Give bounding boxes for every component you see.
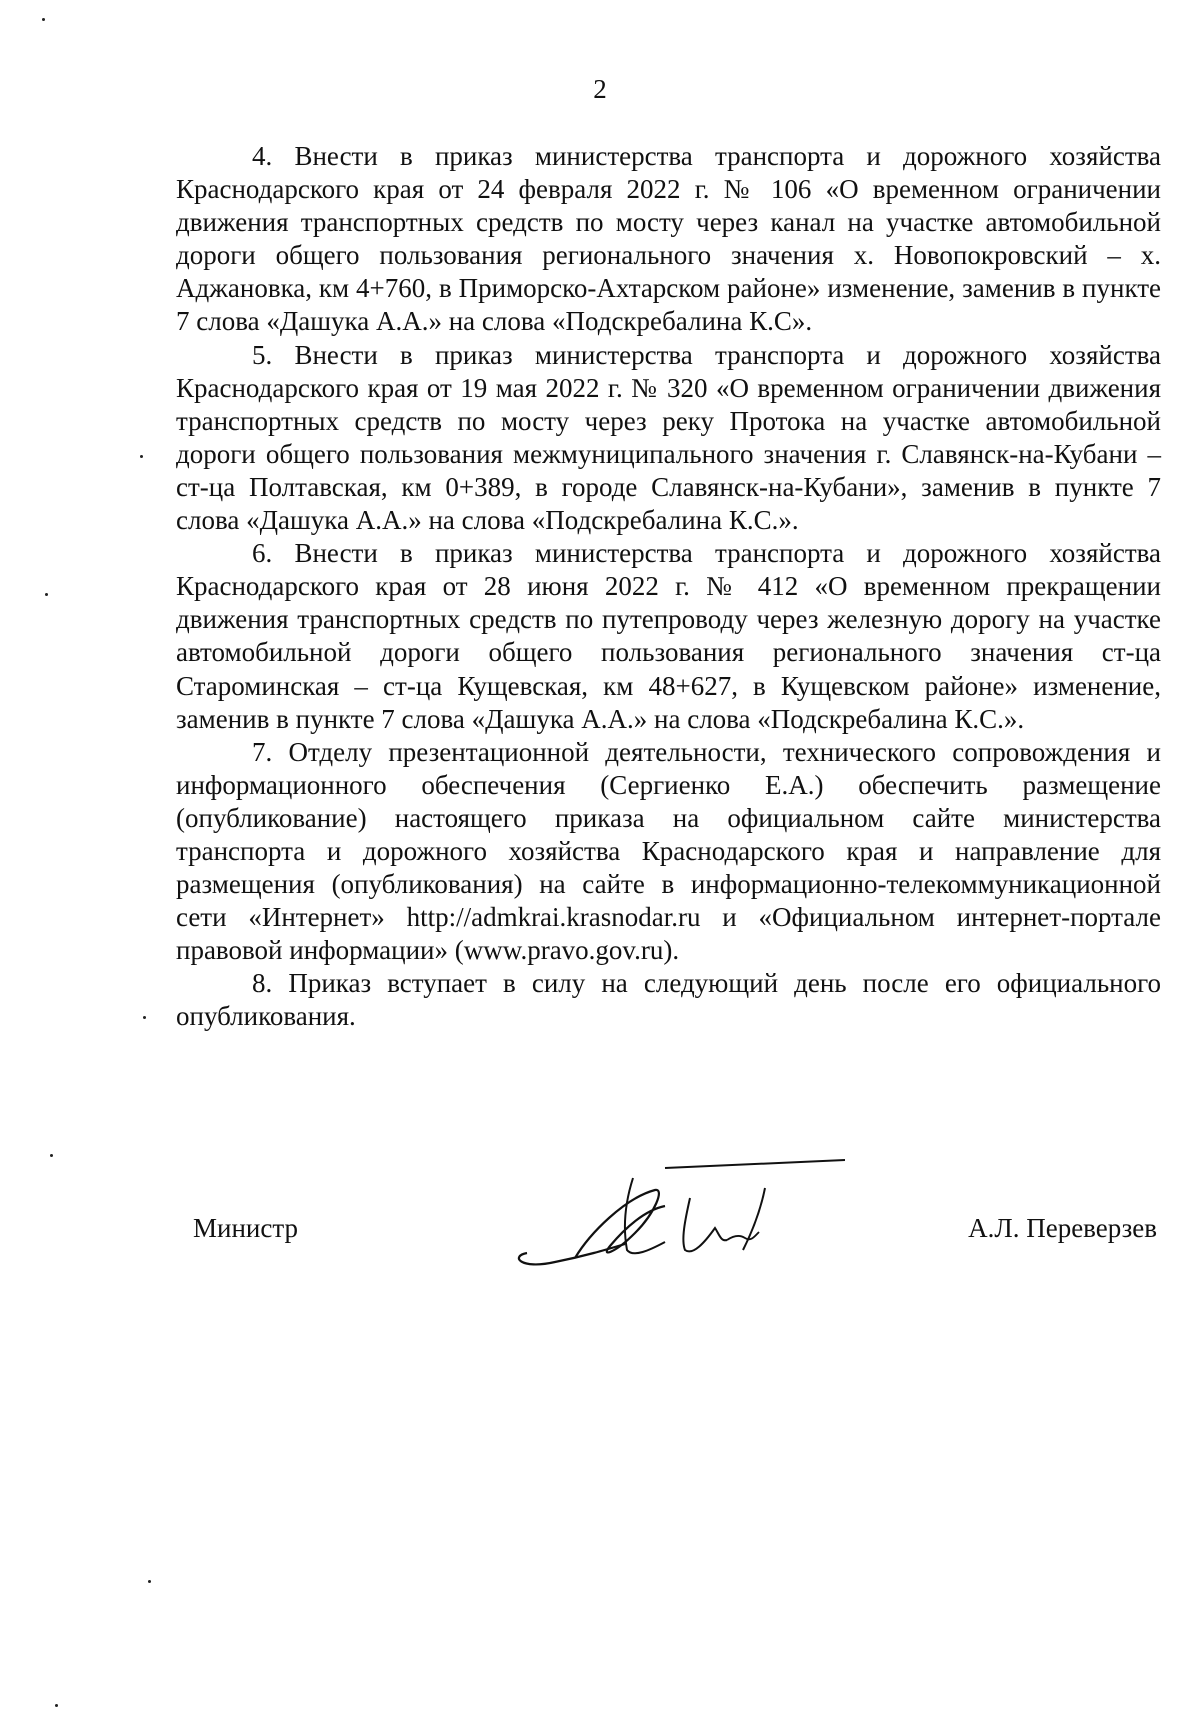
page-number: 2 xyxy=(593,74,607,104)
scan-speck xyxy=(55,1704,58,1707)
paragraph-7: 7. Отделу презентационной деятельности, технического сопровождения и информационного обеспечения (Сергиенко Е.А.) обеспечить размещение (опубликование) настоящего приказа на официальном сайте министерства транспорта и дорожного хозяйства Краснодарского края и направление для размещения (опубликования) на сайте в информационно-телекоммуникационной сети «Интернет» http://admkrai.krasnodar.ru и «Официальном интернет-портале правовой информации» (www.pravo.gov.ru). xyxy=(176,736,1161,966)
scan-speck xyxy=(50,1154,53,1157)
body-text xyxy=(176,140,1161,1034)
scan-speck xyxy=(148,1580,151,1583)
scan-speck xyxy=(143,1016,146,1019)
scan-speck xyxy=(42,18,45,21)
paragraph-4: 4. Внести в приказ министерства транспорта и дорожного хозяйства Краснодарского края от 24 февраля 2022 г. № 106 «О временном ограничении движения транспортных средств по мосту через канал на участке автомобильной дороги общего пользования регионального значения х. Новопокровский – х. Аджановка, км 4+760, в Приморско-Ахтарском районе» изменение, заменив в пункте 7 слова «Дашука А.А.» на слова «Подскребалина К.С». xyxy=(176,141,1161,337)
paragraph-8: 8. Приказ вступает в силу на следующий день после его официального опубликования. xyxy=(176,968,1161,1032)
paragraph-5: 5. Внести в приказ министерства транспорта и дорожного хозяйства Краснодарского края от 19 мая 2022 г. № 320 «О временном ограничении движения транспортных средств по мосту через реку Протока на участке автомобильной дороги общего пользования межмуниципального значения г. Славянск-на-Кубани – ст-ца Полтавская, км 0+389, в городе Славянск-на-Кубани», заменив в пункте 7 слова «Дашука А.А.» на слова «Подскребалина К.С.». xyxy=(176,339,1161,536)
signatory-title: Министр xyxy=(193,1213,298,1243)
scan-speck xyxy=(140,455,143,458)
handwritten-signature xyxy=(515,1158,845,1283)
scan-speck xyxy=(45,593,48,596)
signatory-name: А.Л. Переверзев xyxy=(968,1213,1157,1243)
paragraph-6: 6. Внести в приказ министерства транспорта и дорожного хозяйства Краснодарского края от 28 июня 2022 г. № 412 «О временном прекращении движения транспортных средств по путепроводу через железную дорогу на участке автомобильной дороги общего пользования регионального значения ст-ца Староминская – ст-ца Кущевская, км 48+627, в Кущевском районе» изменение, заменив в пункте 7 слова «Дашука А.А.» на слова «Подскребалина К.С.». xyxy=(176,538,1161,734)
